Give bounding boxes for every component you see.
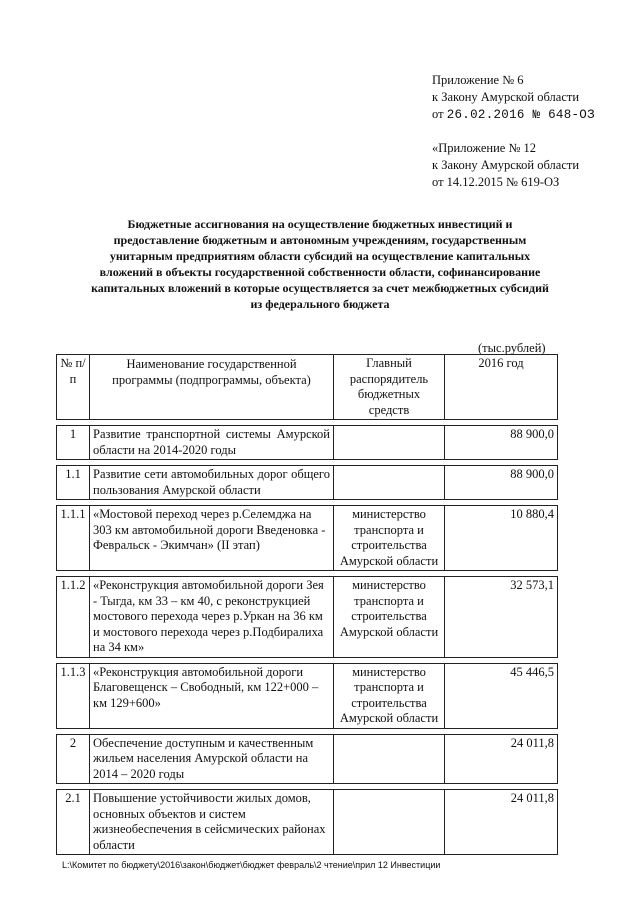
- table-row: [57, 506, 558, 571]
- title-line: из федерального бюджета: [250, 297, 390, 311]
- row-num: 1.1.1: [57, 506, 90, 571]
- row-manager: министерство транспорта и строительства Амурской области: [334, 663, 445, 728]
- header-name: Наименование государственной программы (подпрограммы, объекта): [90, 355, 334, 420]
- row-amount: 24 011,8: [445, 790, 558, 855]
- title-line: унитарным предприятиям области субсидий на осуществление капитальных: [109, 249, 531, 263]
- row-num: 1.1.2: [57, 577, 90, 658]
- title-line: предоставление бюджетным и автономным учреждениям, государственным: [113, 233, 527, 247]
- prior-annex-number: «Приложение № 12: [432, 141, 537, 155]
- row-num: 2.1: [57, 790, 90, 855]
- row-amount: 88 900,0: [445, 426, 558, 460]
- annex-number: Приложение № 6: [432, 73, 524, 87]
- row-manager: [334, 790, 445, 855]
- annex-date: от 26.02.2016 № 648-ОЗ: [432, 107, 595, 122]
- table-row: [57, 790, 558, 855]
- annex-header: [432, 72, 595, 124]
- row-name: Развитие транспортной системы Амурской области на 2014-2020 годы: [90, 426, 334, 460]
- row-amount: 24 011,8: [445, 734, 558, 784]
- row-amount: 45 446,5: [445, 663, 558, 728]
- table-row: [57, 466, 558, 500]
- table-row: [57, 663, 558, 728]
- row-name: «Реконструкция автомобильной дороги Зея - Тыгда, км 33 – км 40, с реконструкцией мостового перехода через р.Уркан на 36 км и мостового перехода через р.Подбиралиха на 34 км»: [90, 577, 334, 658]
- footer-file-path: L:\Комитет по бюджету\2016\закон\бюджет\бюджет февраль\2 чтение\прил 12 Инвестиции: [62, 860, 441, 870]
- table-row: [57, 577, 558, 658]
- title-line: капитальных вложений в которые осуществляется за счет межбюджетных субсидий: [91, 281, 549, 295]
- row-num: 1.1.3: [57, 663, 90, 728]
- table-row: [57, 734, 558, 784]
- row-num: 2: [57, 734, 90, 784]
- title-line: Бюджетные ассигнования на осуществление бюджетных инвестиций и: [127, 217, 513, 231]
- header-year: 2016 год: [445, 355, 558, 420]
- row-name: «Мостовой переход через р.Селемджа на 303 км автомобильной дороги Введеновка - Февральск - Экимчан» (II этап): [90, 506, 334, 571]
- row-manager: [334, 426, 445, 460]
- table-header-row: [57, 355, 558, 420]
- row-name: Развитие сети автомобильных дорог общего пользования Амурской области: [90, 466, 334, 500]
- row-amount: 10 880,4: [445, 506, 558, 571]
- row-amount: 88 900,0: [445, 466, 558, 500]
- annex-date-stamp: 26.02.2016 № 648-ОЗ: [446, 108, 595, 122]
- prior-annex-date: от 14.12.2015 № 619-ОЗ: [432, 175, 560, 189]
- row-name: Повышение устойчивости жилых домов, основных объектов и систем жизнеобеспечения в сейсмических районах области: [90, 790, 334, 855]
- header-manager: Главный распорядитель бюджетных средств: [334, 355, 445, 420]
- row-num: 1: [57, 426, 90, 460]
- prior-annex-header: [432, 140, 579, 191]
- row-name: «Реконструкция автомобильной дороги Благовещенск – Свободный, км 122+000 – км 129+600»: [90, 663, 334, 728]
- row-manager: министерство транспорта и строительства Амурской области: [334, 506, 445, 571]
- document-title: [40, 216, 600, 312]
- unit-label: (тыс.рублей): [478, 341, 546, 355]
- investment-table: [56, 354, 558, 855]
- title-line: вложений в объекты государственной собственности области, софинансирование: [99, 265, 541, 279]
- prior-annex-law: к Закону Амурской области: [432, 158, 580, 172]
- row-amount: 32 573,1: [445, 577, 558, 658]
- row-num: 1.1: [57, 466, 90, 500]
- annex-law: к Закону Амурской области: [432, 90, 580, 104]
- row-manager: министерство транспорта и строительства Амурской области: [334, 577, 445, 658]
- row-manager: [334, 466, 445, 500]
- row-name: Обеспечение доступным и качественным жильем населения Амурской области на 2014 – 2020 годы: [90, 734, 334, 784]
- header-num: № п/п: [57, 355, 90, 420]
- row-manager: [334, 734, 445, 784]
- table-row: [57, 426, 558, 460]
